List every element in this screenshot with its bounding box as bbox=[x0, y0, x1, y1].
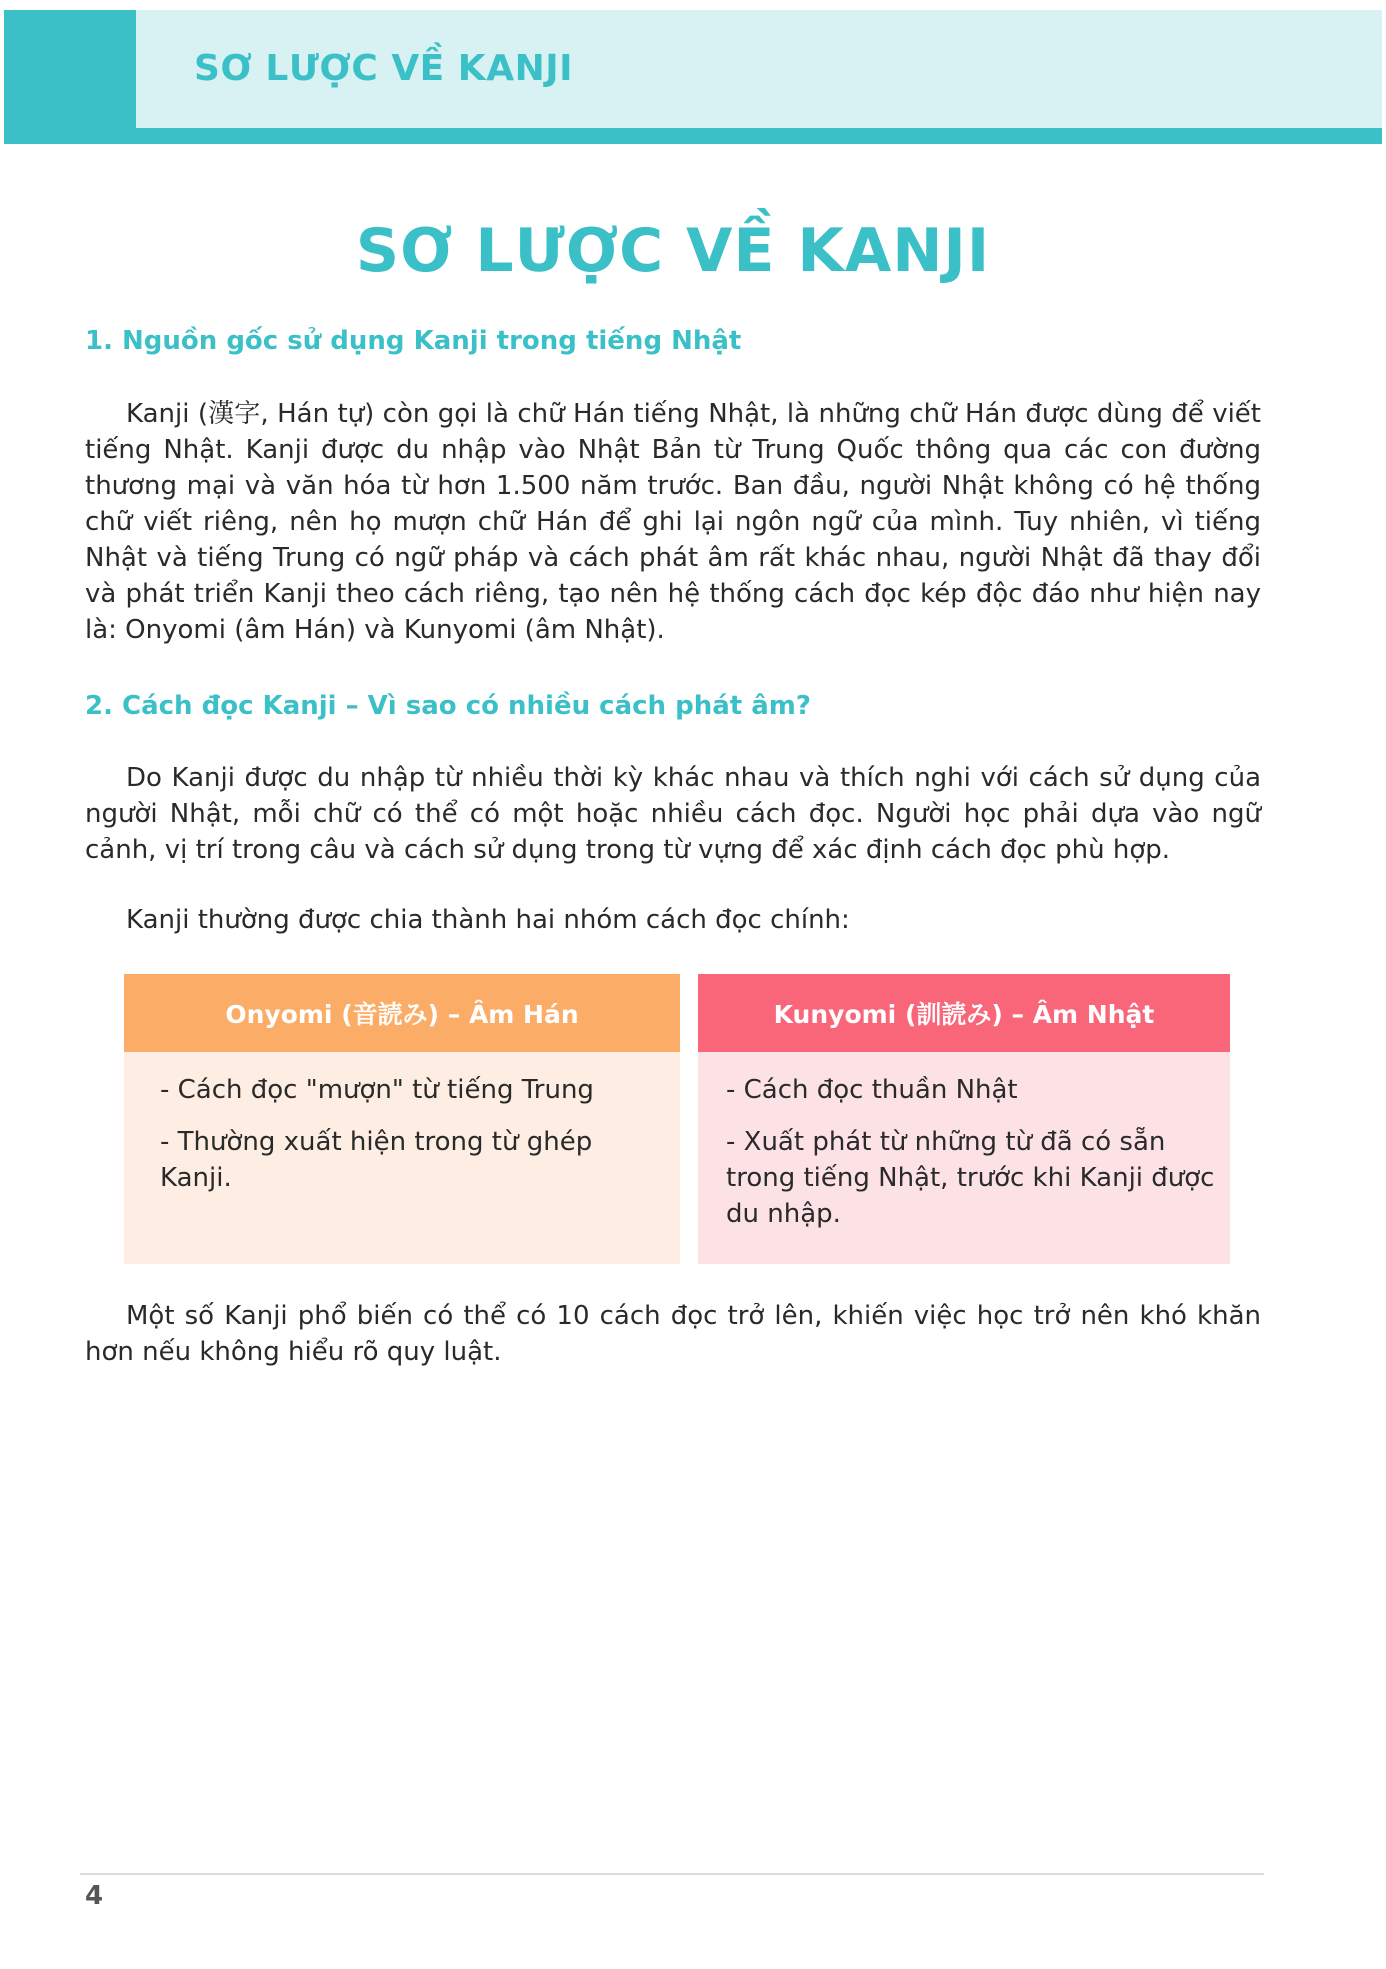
kunyomi-card-body bbox=[698, 1052, 1230, 1232]
section-2-intro-line: Kanji thường được chia thành hai nhóm cách đọc chính: bbox=[126, 905, 850, 935]
onyomi-item: - Thường xuất hiện trong từ ghép Kanji. bbox=[160, 1127, 593, 1193]
onyomi-item: - Cách đọc "mượn" từ tiếng Trung bbox=[160, 1075, 594, 1105]
section-2-paragraph: Do Kanji được du nhập từ nhiều thời kỳ khác nhau và thích nghi với cách sử dụng của người Nhật, mỗi chữ có thể có một hoặc nhiều cách đọc. Người học phải dựa vào ngữ cảnh, vị trí trong câu và cách sử dụng trong từ vựng để xác định cách đọc phù hợp. bbox=[85, 763, 1261, 865]
kunyomi-card bbox=[698, 974, 1230, 1264]
section-1-heading: 1. Nguồn gốc sử dụng Kanji trong tiếng Nhật bbox=[85, 326, 742, 356]
page-title: SƠ LƯỢC VỀ KANJI bbox=[355, 216, 991, 286]
page-number: 4 bbox=[85, 1881, 104, 1911]
onyomi-card-body bbox=[124, 1052, 680, 1196]
kunyomi-item: - Xuất phát từ những từ đã có sẵn trong tiếng Nhật, trước khi Kanji được du nhập. bbox=[726, 1127, 1215, 1229]
footer-divider bbox=[80, 1873, 1264, 1875]
closing-paragraph: Một số Kanji phổ biến có thể có 10 cách đọc trở lên, khiến việc học trở nên khó khăn hơn nếu không hiểu rõ quy luật. bbox=[85, 1301, 1261, 1367]
onyomi-card bbox=[124, 974, 680, 1264]
running-header-title: SƠ LƯỢC VỀ KANJI bbox=[194, 48, 573, 89]
onyomi-card-title: Onyomi (音読み) – Âm Hán bbox=[124, 974, 680, 1052]
section-2-heading: 2. Cách đọc Kanji – Vì sao có nhiều cách phát âm? bbox=[85, 691, 811, 721]
section-1-paragraph: Kanji (漢字, Hán tự) còn gọi là chữ Hán tiếng Nhật, là những chữ Hán được dùng để viết tiếng Nhật. Kanji được du nhập vào Nhật Bản từ Trung Quốc thông qua các con đường thương mại và văn hóa từ hơn 1.500 năm trước. Ban đầu, người Nhật không có hệ thống chữ viết riêng, nên họ mượn chữ Hán để ghi lại ngôn ngữ của mình. Tuy nhiên, vì tiếng Nhật và tiếng Trung có ngữ pháp và cách phát âm rất khác nhau, người Nhật đã thay đổi và phát triển Kanji theo cách riêng, tạo nên hệ thống cách đọc kép độc đáo như hiện nay là: Onyomi (âm Hán) và Kunyomi (âm Nhật). bbox=[85, 399, 1261, 645]
kunyomi-card-title: Kunyomi (訓読み) – Âm Nhật bbox=[698, 974, 1230, 1052]
kunyomi-item: - Cách đọc thuần Nhật bbox=[726, 1075, 1018, 1105]
